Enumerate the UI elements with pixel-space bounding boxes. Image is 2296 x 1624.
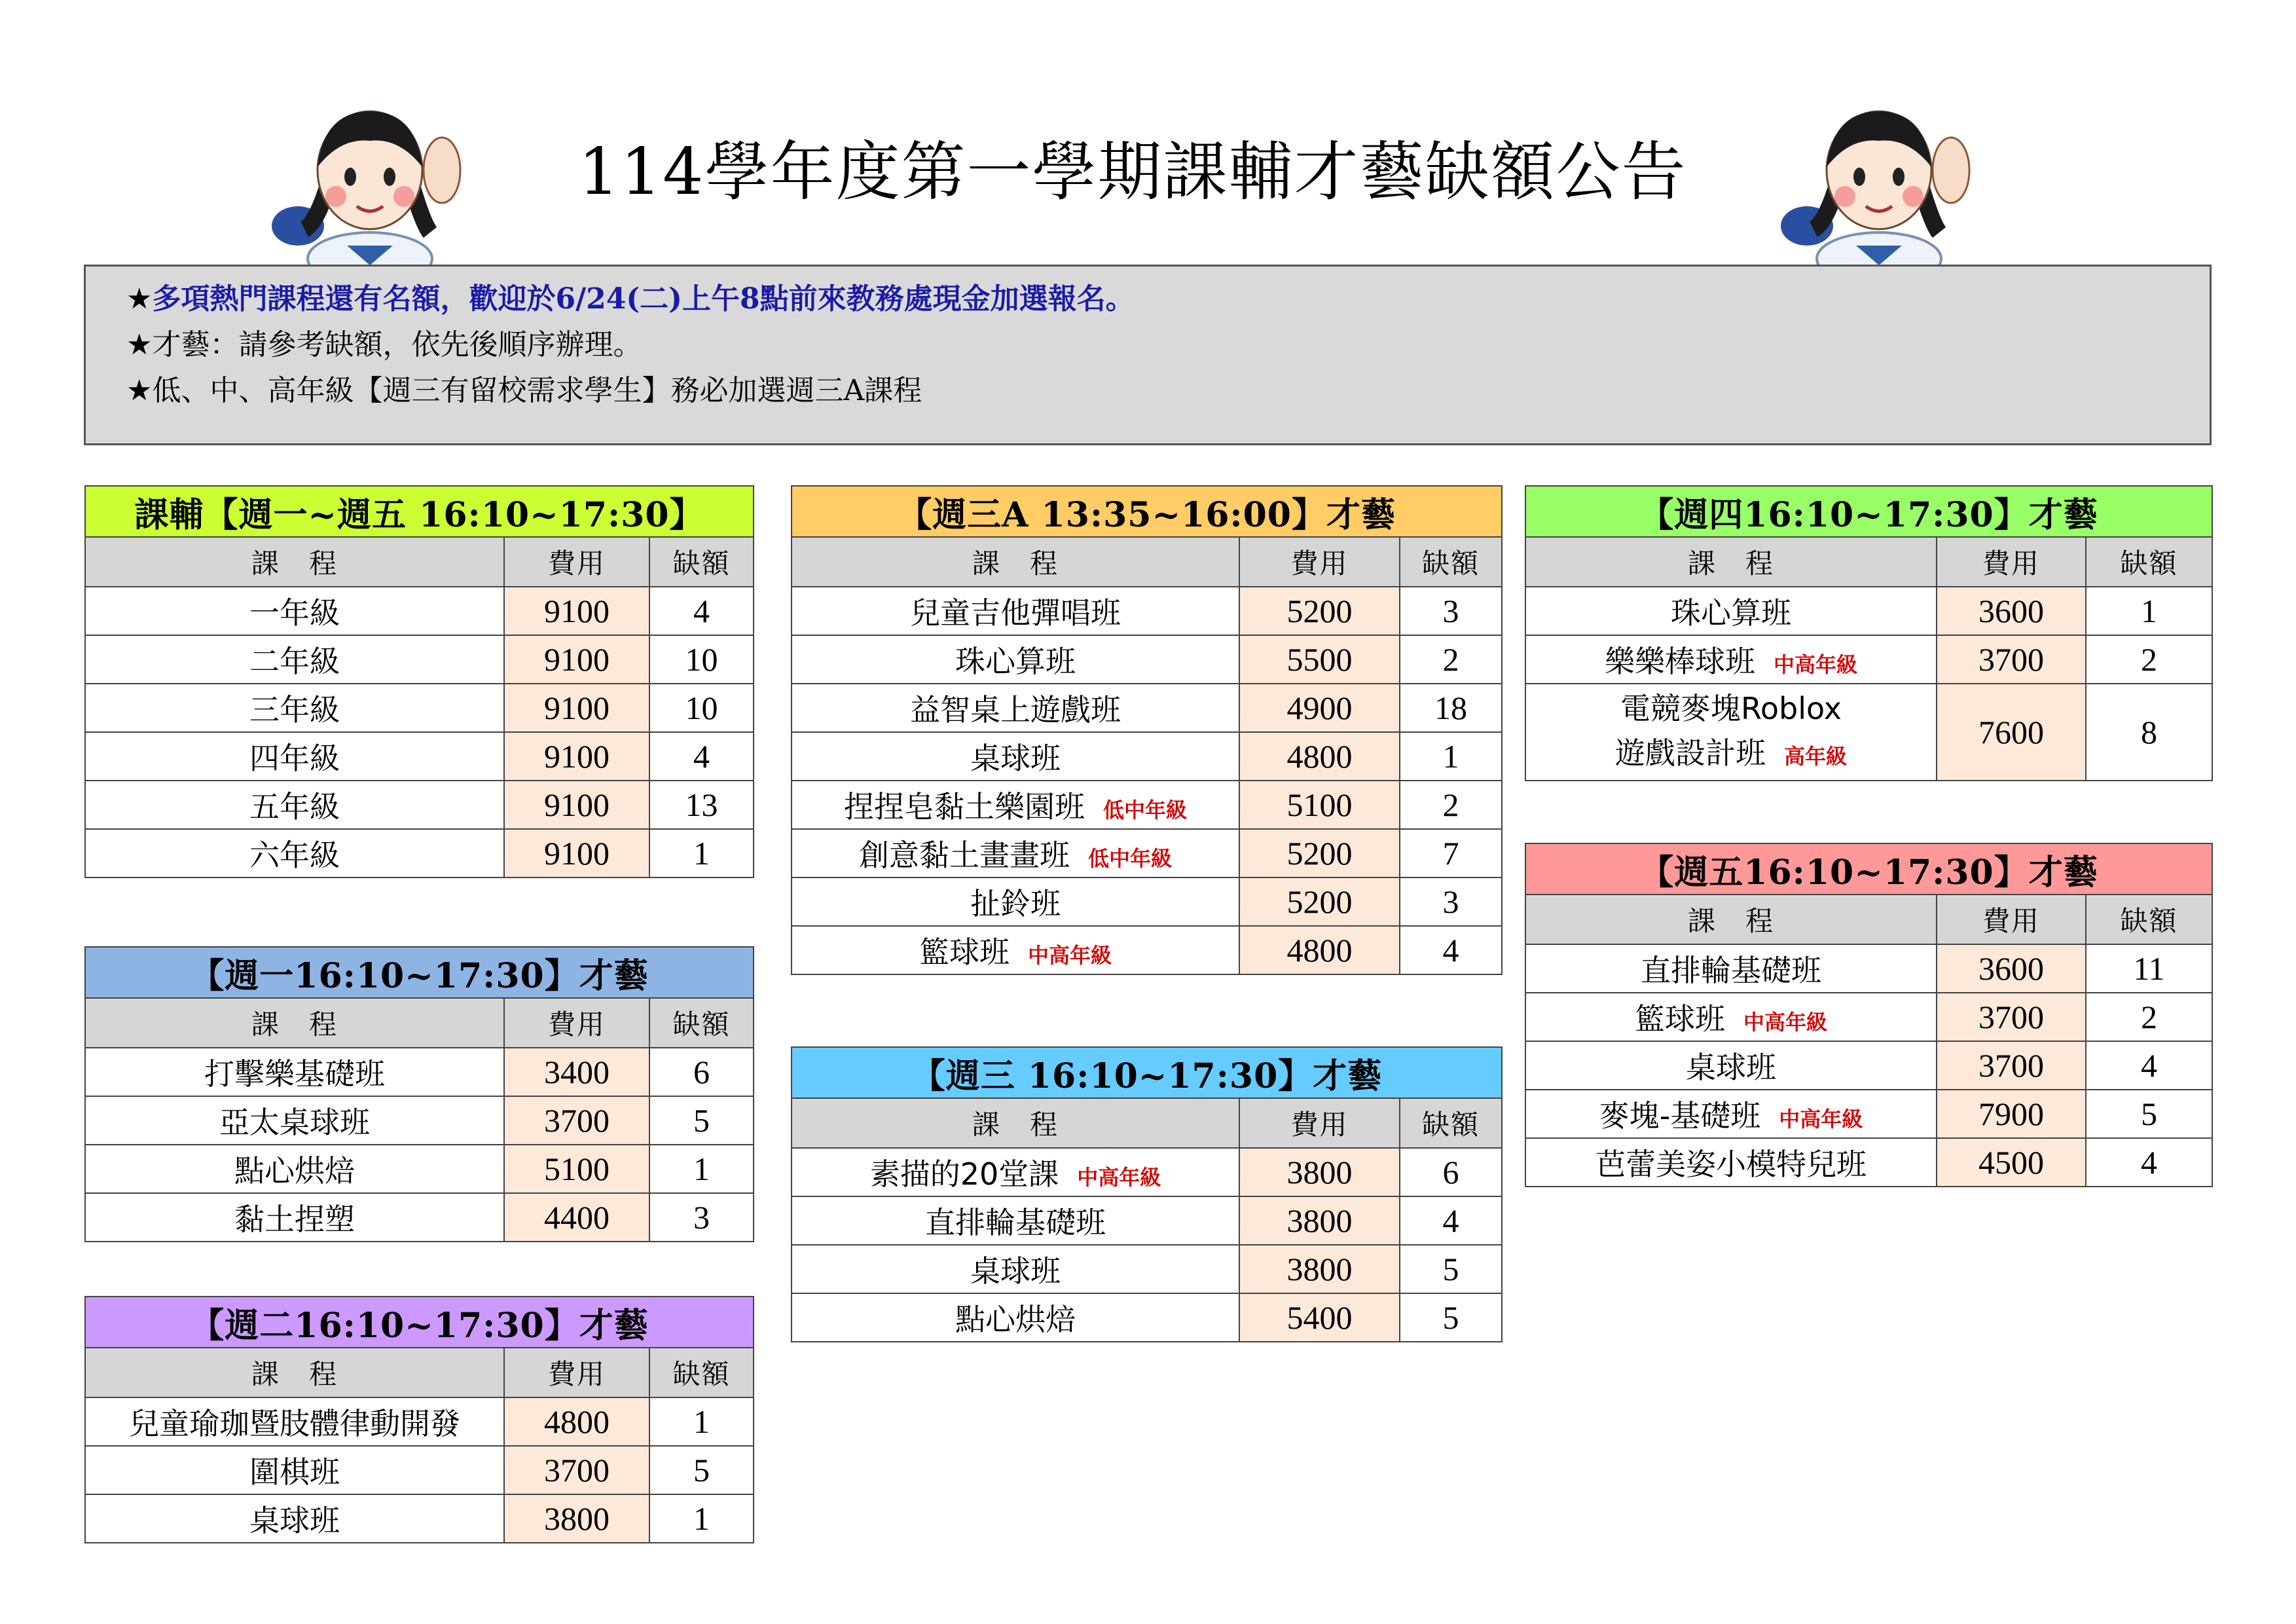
grade-note: 高年級	[1783, 743, 1847, 769]
table-row: 桌球班 4800 1	[792, 732, 1502, 781]
table-row: 打擊樂基礎班 3400 6	[85, 1048, 754, 1096]
table-monday	[84, 946, 754, 1242]
table-row: 籃球班 中高年級 3700 2	[1525, 993, 2212, 1041]
table-row: 捏捏皂黏土樂園班 低中年級 5100 2	[792, 781, 1502, 829]
col-fee: 費用	[504, 537, 649, 587]
col-course: 課 程	[1525, 537, 1937, 587]
col-vacancy: 缺額	[649, 1348, 754, 1397]
table-row: 芭蕾美姿小模特兒班 4500 4	[1525, 1138, 2212, 1187]
table-wednesday	[791, 1046, 1503, 1342]
grade-note: 低中年級	[1102, 798, 1187, 822]
table-thursday	[1525, 485, 2213, 781]
table-row: 珠心算班 5500 2	[792, 635, 1502, 684]
col-vacancy: 缺額	[649, 998, 754, 1048]
grade-note: 中高年級	[1743, 1010, 1827, 1035]
table-header: 【週二16:10~17:30】才藝	[85, 1297, 754, 1348]
col-fee: 費用	[1937, 537, 2086, 587]
star-icon: ★	[126, 328, 153, 361]
table-header: 【週三 16:10~17:30】才藝	[792, 1047, 1502, 1098]
table-tutoring	[84, 485, 754, 878]
table-row: 創意黏土畫畫班 低中年級 5200 7	[792, 829, 1502, 877]
girl-illustration-left	[259, 92, 481, 268]
star-icon: ★	[126, 282, 153, 316]
notice-line-3: ★低、中、高年級【週三有留校需求學生】務必加選週三A課程	[126, 374, 922, 407]
col-vacancy: 缺額	[2086, 895, 2212, 944]
table-row: 扯鈴班 5200 3	[792, 877, 1502, 926]
col-course: 課 程	[85, 537, 504, 587]
table-row: 電競麥塊Roblox 遊戲設計班 高年級 7600 8	[1525, 684, 2212, 781]
table-row: 桌球班 3800 5	[792, 1245, 1502, 1293]
col-course: 課 程	[85, 1348, 504, 1397]
grade-note: 中高年級	[1027, 943, 1112, 968]
table-header: 【週一16:10~17:30】才藝	[85, 947, 754, 998]
col-fee: 費用	[504, 998, 649, 1048]
col-course: 課 程	[792, 537, 1239, 587]
col-course: 課 程	[85, 998, 504, 1048]
table-row: 四年級 9100 4	[85, 732, 754, 781]
col-vacancy: 缺額	[2086, 537, 2212, 587]
table-header: 【週五16:10~17:30】才藝	[1525, 843, 2212, 895]
table-row: 一年級 9100 4	[85, 587, 754, 635]
table-row: 桌球班 3700 4	[1525, 1041, 2212, 1090]
table-row: 直排輪基礎班 3800 4	[792, 1196, 1502, 1245]
table-row: 圍棋班 3700 5	[85, 1446, 754, 1494]
table-row: 樂樂棒球班 中高年級 3700 2	[1525, 635, 2212, 684]
col-fee: 費用	[1239, 1098, 1400, 1148]
table-friday	[1525, 843, 2213, 1187]
table-row: 黏土捏塑 4400 3	[85, 1193, 754, 1242]
grade-note: 中高年級	[1077, 1165, 1161, 1190]
col-fee: 費用	[504, 1348, 649, 1397]
table-row: 珠心算班 3600 1	[1525, 587, 2212, 635]
col-vacancy: 缺額	[1400, 1098, 1502, 1148]
table-row: 五年級 9100 13	[85, 781, 754, 829]
col-vacancy: 缺額	[649, 537, 754, 587]
table-row: 六年級 9100 1	[85, 829, 754, 877]
grade-note: 中高年級	[1779, 1107, 1863, 1132]
col-fee: 費用	[1239, 537, 1400, 587]
grade-note: 低中年級	[1087, 846, 1172, 871]
table-row: 益智桌上遊戲班 4900 18	[792, 684, 1502, 732]
table-header: 課輔【週一~週五 16:10~17:30】	[85, 486, 754, 537]
col-course: 課 程	[792, 1098, 1239, 1148]
table-wednesday-a	[791, 485, 1503, 975]
grade-note: 中高年級	[1773, 652, 1857, 677]
table-tuesday	[84, 1296, 754, 1543]
table-row: 點心烘焙 5400 5	[792, 1293, 1502, 1342]
table-row: 麥塊-基礎班 中高年級 7900 5	[1525, 1090, 2212, 1138]
star-icon: ★	[126, 374, 153, 407]
table-row: 三年級 9100 10	[85, 684, 754, 732]
table-row: 桌球班 3800 1	[85, 1494, 754, 1543]
col-vacancy: 缺額	[1400, 537, 1502, 587]
notice-line-1: ★多項熱門課程還有名額，歡迎於6/24(二)上午8點前來教務處現金加選報名。	[126, 282, 1135, 316]
table-row: 直排輪基礎班 3600 11	[1525, 944, 2212, 993]
table-row: 亞太桌球班 3700 5	[85, 1096, 754, 1145]
table-row: 籃球班 中高年級 4800 4	[792, 926, 1502, 974]
girl-illustration-right	[1768, 92, 1990, 268]
notice-line-2: ★才藝：請參考缺額，依先後順序辦理。	[126, 328, 642, 361]
table-row: 點心烘焙 5100 1	[85, 1145, 754, 1193]
table-row: 二年級 9100 10	[85, 635, 754, 684]
notice-box	[84, 265, 2212, 445]
table-row: 兒童瑜珈暨肢體律動開發 4800 1	[85, 1397, 754, 1446]
table-header: 【週三A 13:35~16:00】才藝	[792, 486, 1502, 537]
page-title: 114學年度第一學期課輔才藝缺額公告	[578, 135, 1687, 210]
table-row: 素描的20堂課 中高年級 3800 6	[792, 1148, 1502, 1196]
col-course: 課 程	[1525, 895, 1937, 944]
table-row: 兒童吉他彈唱班 5200 3	[792, 587, 1502, 635]
col-fee: 費用	[1937, 895, 2086, 944]
table-header: 【週四16:10~17:30】才藝	[1525, 486, 2212, 537]
